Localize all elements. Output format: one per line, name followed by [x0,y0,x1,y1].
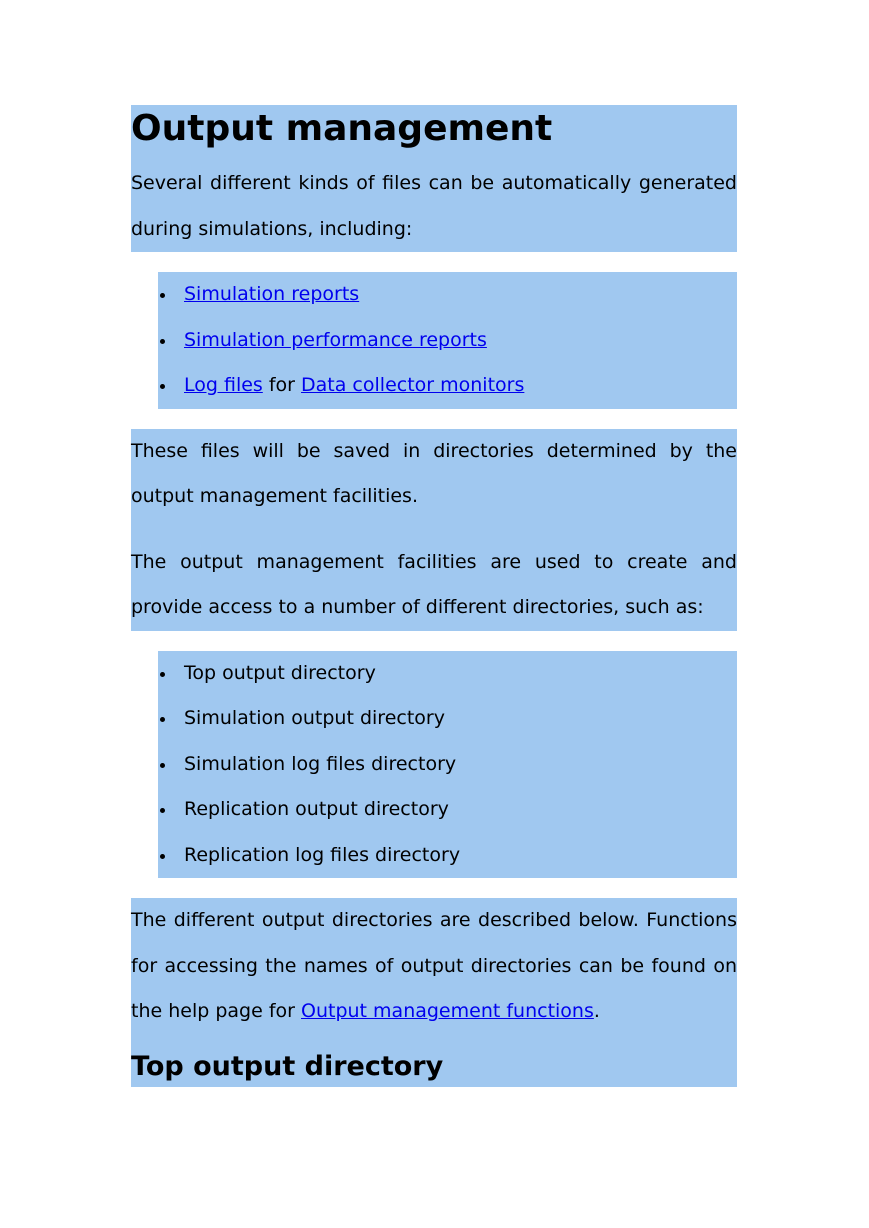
data-collector-monitors-link[interactable]: Data collector monitors [301,374,525,396]
page-title: Output management [131,108,553,149]
described-end: . [593,1000,600,1022]
directories-list [158,651,737,879]
list-item: Top output directory [184,651,737,697]
described-text: The different output directories are described below. Functions for accessing the names of output directories can be found on the help page for [131,909,737,1022]
list-item: Simulation log files directory [184,742,737,788]
list-item-text: for [262,374,302,396]
log-files-link[interactable]: Log files [184,374,263,396]
list-item: Simulation output directory [184,696,737,742]
list-item [184,363,737,409]
list-item [184,318,737,364]
section-title: Top output directory [131,1050,444,1082]
simulation-reports-link[interactable]: Simulation reports [184,283,360,305]
list-item: Replication log files directory [184,833,737,879]
described-paragraph [131,898,737,1035]
intro-paragraph: Several different kinds of files can be automatically generated during simulations, including: [131,172,737,240]
document-page [131,105,737,1087]
saved-paragraph: These files will be saved in directories determined by the output management facilities. [131,439,737,507]
list-item: Replication output directory [184,787,737,833]
simulation-performance-reports-link[interactable]: Simulation performance reports [184,328,487,351]
output-management-functions-link[interactable]: Output management functions [301,1000,594,1022]
described-block [131,898,737,1087]
list-item [184,272,737,318]
file-types-list [158,272,737,409]
access-paragraph: The output management facilities are used to create and provide access to a number of different directories, such as: [131,550,737,618]
intro-block [131,105,737,252]
saved-block [131,429,737,631]
